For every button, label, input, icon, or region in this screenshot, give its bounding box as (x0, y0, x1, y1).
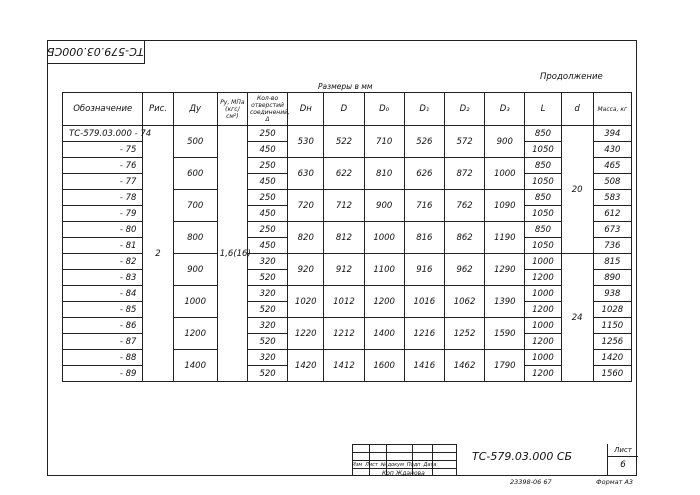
header-dsmall: d (561, 93, 593, 126)
designation-cell: - 76 (63, 158, 143, 174)
header-mass: Масса, кг (593, 93, 631, 126)
title-block-col-labels (352, 462, 436, 468)
d-cell: 1212 (324, 318, 364, 350)
d-cell: 1012 (324, 286, 364, 318)
designation-cell: - 87 (63, 334, 143, 350)
dn-cell: 630 (288, 158, 324, 190)
qty-cell: 320 (247, 286, 287, 302)
l-cell: 1000 (525, 318, 561, 334)
l-cell: 1000 (525, 286, 561, 302)
designation-cell: - 82 (63, 254, 143, 270)
l-cell: 1000 (525, 350, 561, 366)
qty-cell: 520 (247, 334, 287, 350)
d0-cell: 900 (364, 190, 404, 222)
dn-cell: 920 (288, 254, 324, 286)
d2-cell: 872 (444, 158, 484, 190)
copied-by: Коп Жданова (382, 470, 425, 477)
format-label: Формат А3 (596, 478, 634, 486)
header-d: D (324, 93, 364, 126)
designation-cell: - 77 (63, 174, 143, 190)
qty-cell: 250 (247, 222, 287, 238)
mass-cell: 736 (593, 238, 631, 254)
designation-cell: - 86 (63, 318, 143, 334)
d-cell: 912 (324, 254, 364, 286)
d1-cell: 916 (404, 254, 444, 286)
doc-number: 23398-06 (510, 478, 542, 486)
d0-cell: 810 (364, 158, 404, 190)
designation-cell: - 89 (63, 366, 143, 382)
col-label: Подп (406, 462, 421, 468)
d-cell: 1412 (324, 350, 364, 382)
d2-cell: 1252 (444, 318, 484, 350)
l-cell: 850 (525, 126, 561, 142)
mass-cell: 465 (593, 158, 631, 174)
l-cell: 1200 (525, 334, 561, 350)
designation-cell: - 81 (63, 238, 143, 254)
header-l: L (525, 93, 561, 126)
mass-cell: 1028 (593, 302, 631, 318)
dn-cell: 720 (288, 190, 324, 222)
mass-cell: 430 (593, 142, 631, 158)
header-d1: D₁ (404, 93, 444, 126)
d0-cell: 1600 (364, 350, 404, 382)
header-dn: Dн (288, 93, 324, 126)
dy-cell: 800 (173, 222, 217, 254)
header-fig: Рис. (143, 93, 173, 126)
mass-cell: 815 (593, 254, 631, 270)
dy-cell: 600 (173, 158, 217, 190)
sheet-label: Лист (608, 444, 638, 457)
title-block-code: ТС-579.03.000 СБ (472, 450, 573, 463)
mass-cell: 508 (593, 174, 631, 190)
d3-cell: 1390 (485, 286, 525, 318)
d1-cell: 526 (404, 126, 444, 158)
d0-cell: 1100 (364, 254, 404, 286)
header-d0: D₀ (364, 93, 404, 126)
qty-cell: 450 (247, 238, 287, 254)
d0-cell: 710 (364, 126, 404, 158)
dsmall-cell: 20 (561, 126, 593, 254)
mass-cell: 1560 (593, 366, 631, 382)
d1-cell: 1016 (404, 286, 444, 318)
dsmall-cell: 24 (561, 254, 593, 382)
d3-cell: 1790 (485, 350, 525, 382)
sheet-box (607, 444, 638, 476)
dy-cell: 900 (173, 254, 217, 286)
d1-cell: 626 (404, 158, 444, 190)
d2-cell: 1062 (444, 286, 484, 318)
dn-cell: 1020 (288, 286, 324, 318)
dy-cell: 500 (173, 126, 217, 158)
d0-cell: 1200 (364, 286, 404, 318)
page-number: 67 (543, 478, 552, 486)
d0-cell: 1400 (364, 318, 404, 350)
d1-cell: 816 (404, 222, 444, 254)
dy-cell: 700 (173, 190, 217, 222)
mass-cell: 1420 (593, 350, 631, 366)
col-label: Дата (423, 462, 437, 468)
header-d2: D₂ (444, 93, 484, 126)
mass-cell: 394 (593, 126, 631, 142)
header-qty: Кол-во отверстий соединений, Δ (247, 93, 287, 126)
mass-cell: 890 (593, 270, 631, 286)
qty-cell: 520 (247, 366, 287, 382)
designation-cell: - 85 (63, 302, 143, 318)
d1-cell: 1416 (404, 350, 444, 382)
col-label: Лист (365, 462, 378, 468)
l-cell: 850 (525, 190, 561, 206)
qty-cell: 450 (247, 142, 287, 158)
sizes-label: Размеры в мм (318, 82, 373, 91)
d-cell: 522 (324, 126, 364, 158)
d0-cell: 1000 (364, 222, 404, 254)
py-cell: 1,6(16) (217, 126, 247, 382)
dy-cell: 1200 (173, 318, 217, 350)
d2-cell: 1462 (444, 350, 484, 382)
qty-cell: 250 (247, 126, 287, 142)
mass-cell: 673 (593, 222, 631, 238)
designation-cell: - 80 (63, 222, 143, 238)
mass-cell: 938 (593, 286, 631, 302)
d3-cell: 1190 (485, 222, 525, 254)
d-cell: 622 (324, 158, 364, 190)
d2-cell: 572 (444, 126, 484, 158)
rotated-drawing-code: ТС-579.03.000СБ (47, 40, 145, 64)
d3-cell: 1290 (485, 254, 525, 286)
designation-cell: - 79 (63, 206, 143, 222)
header-d3: D₃ (485, 93, 525, 126)
dn-cell: 1420 (288, 350, 324, 382)
l-cell: 1200 (525, 366, 561, 382)
qty-cell: 520 (247, 270, 287, 286)
designation-cell: ТС-579.03.000 - 74 (63, 126, 143, 142)
mass-cell: 1256 (593, 334, 631, 350)
d3-cell: 1090 (485, 190, 525, 222)
designation-cell: - 83 (63, 270, 143, 286)
d3-cell: 1590 (485, 318, 525, 350)
d-cell: 712 (324, 190, 364, 222)
l-cell: 1050 (525, 206, 561, 222)
header-dy: Ду (173, 93, 217, 126)
designation-cell: - 75 (63, 142, 143, 158)
qty-cell: 320 (247, 318, 287, 334)
l-cell: 1000 (525, 254, 561, 270)
l-cell: 1050 (525, 174, 561, 190)
spec-table (62, 92, 632, 382)
l-cell: 850 (525, 158, 561, 174)
header-py: Ру, МПа (кгс/см²) (217, 93, 247, 126)
d3-cell: 1000 (485, 158, 525, 190)
dn-cell: 1220 (288, 318, 324, 350)
qty-cell: 450 (247, 206, 287, 222)
l-cell: 1050 (525, 142, 561, 158)
l-cell: 850 (525, 222, 561, 238)
l-cell: 1200 (525, 302, 561, 318)
mass-cell: 583 (593, 190, 631, 206)
designation-cell: - 88 (63, 350, 143, 366)
dn-cell: 530 (288, 126, 324, 158)
qty-cell: 250 (247, 158, 287, 174)
d1-cell: 1216 (404, 318, 444, 350)
mass-cell: 612 (593, 206, 631, 222)
sheet-number: 6 (620, 460, 626, 470)
d2-cell: 962 (444, 254, 484, 286)
d2-cell: 862 (444, 222, 484, 254)
continuation-label: Продолжение (540, 72, 603, 82)
dy-cell: 1400 (173, 350, 217, 382)
qty-cell: 320 (247, 350, 287, 366)
d3-cell: 900 (485, 126, 525, 158)
dy-cell: 1000 (173, 286, 217, 318)
designation-cell: - 84 (63, 286, 143, 302)
table-row (63, 126, 632, 142)
dn-cell: 820 (288, 222, 324, 254)
l-cell: 1050 (525, 238, 561, 254)
header-designation: Обозначение (63, 93, 143, 126)
qty-cell: 450 (247, 174, 287, 190)
d-cell: 812 (324, 222, 364, 254)
col-label: Изм (352, 462, 363, 468)
fig-cell: 2 (143, 126, 173, 382)
mass-cell: 1150 (593, 318, 631, 334)
designation-cell: - 78 (63, 190, 143, 206)
col-label: № докум (380, 462, 404, 468)
d2-cell: 762 (444, 190, 484, 222)
l-cell: 1200 (525, 270, 561, 286)
d1-cell: 716 (404, 190, 444, 222)
doc-number-line (510, 478, 552, 486)
qty-cell: 320 (247, 254, 287, 270)
qty-cell: 250 (247, 190, 287, 206)
qty-cell: 520 (247, 302, 287, 318)
